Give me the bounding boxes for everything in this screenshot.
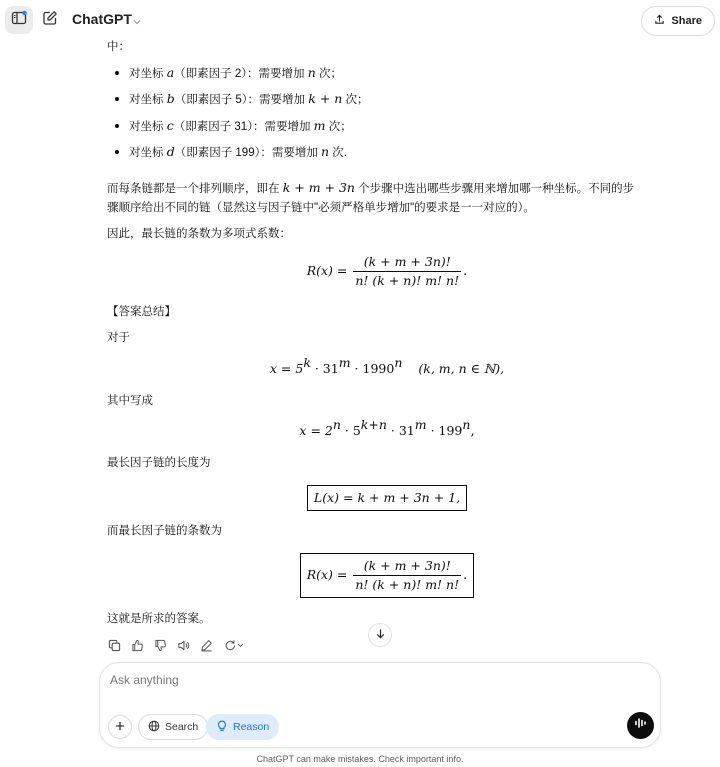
chevron-down-icon[interactable]	[132, 14, 142, 32]
equation-chain-count: R(x) = $\frac{(k + m + 3n)!}{n! (k + n)! m! n!}$ .	[107, 553, 667, 598]
attach-button[interactable]	[108, 715, 132, 739]
copy-icon[interactable]	[107, 638, 121, 652]
voice-icon	[634, 716, 648, 735]
thumbs-down-icon[interactable]	[153, 638, 167, 652]
thumbs-up-icon[interactable]	[130, 638, 144, 652]
paragraph: 而每条链都是一个排列顺序，即在 k + m + 3n 个步骤中选出哪些步骤用来增加哪一种坐标。不同的步	[107, 180, 635, 195]
list-item: 对坐标 a（即素因子 2）：需要增加 n 次；	[129, 64, 342, 83]
section-heading: 【答案总结】	[107, 306, 176, 318]
globe-icon	[148, 720, 160, 735]
equation-x-definition: $x = 5^k \cdot 31^m \cdot 1990^n$ (k, m, n ∈ ℕ),	[269, 355, 505, 376]
chat-input[interactable]	[110, 673, 590, 687]
paragraph: 最长因子链的长度为	[107, 457, 211, 469]
message-intro: 中：	[107, 41, 130, 53]
paragraph: 而最长因子链的条数为	[107, 525, 222, 537]
regenerate-icon[interactable]	[222, 638, 246, 652]
equation-x-factored: $x = 2^n \cdot 5^{k+n} \cdot 31^m \cdot 199^n$,	[299, 417, 475, 439]
search-label: Search	[165, 721, 199, 733]
top-bar	[0, 0, 720, 40]
list-item: 对坐标 b（即素因子 5）：需要增加 k + n 次；	[129, 90, 369, 109]
share-button[interactable]	[641, 6, 715, 36]
reason-button[interactable]	[206, 714, 279, 740]
plus-icon	[115, 718, 125, 736]
sidebar-toggle-icon	[11, 10, 27, 31]
closing-text: 这就是所求的答案。	[107, 613, 211, 625]
search-button[interactable]	[138, 714, 208, 740]
list-item: 对坐标 c（即素因子 31）：需要增加 m 次；	[129, 117, 352, 136]
read-aloud-icon[interactable]	[176, 638, 190, 652]
reason-label: Reason	[233, 721, 270, 733]
share-label: Share	[671, 15, 702, 27]
edit-canvas-icon[interactable]	[199, 638, 213, 652]
scroll-to-bottom-button[interactable]	[368, 623, 392, 647]
message-actions	[107, 638, 246, 652]
model-selector[interactable]: ChatGPT	[72, 11, 132, 27]
new-chat-icon	[42, 10, 58, 31]
new-chat-button[interactable]	[36, 6, 64, 34]
voice-mode-button[interactable]	[627, 712, 654, 739]
paragraph-line: 骤顺序给出不同的链（显然这与因子链中"必须严格单步增加"的要求是一一对应的）。	[107, 202, 535, 214]
equation-multinomial: R(x) = $\frac{(k + m + 3n)!}{n! (k + n)! m! n!}$ .	[306, 254, 468, 288]
arrow-down-icon	[375, 626, 386, 644]
paragraph: 对于	[107, 332, 130, 344]
disclaimer-text: ChatGPT can make mistakes. Check important info.	[256, 754, 464, 764]
paragraph: 其中写成	[107, 395, 153, 407]
sidebar-toggle-button[interactable]	[5, 6, 33, 34]
paragraph: 因此，最长链的条数为多项式系数：	[107, 228, 291, 240]
share-icon	[654, 14, 665, 28]
list-item: 对坐标 d（即素因子 199）：需要增加 n 次.	[129, 143, 347, 162]
message-composer	[99, 662, 661, 748]
equation-chain-length: L(x) = k + m + 3n + 1,	[107, 485, 667, 511]
lightbulb-icon	[216, 720, 228, 735]
